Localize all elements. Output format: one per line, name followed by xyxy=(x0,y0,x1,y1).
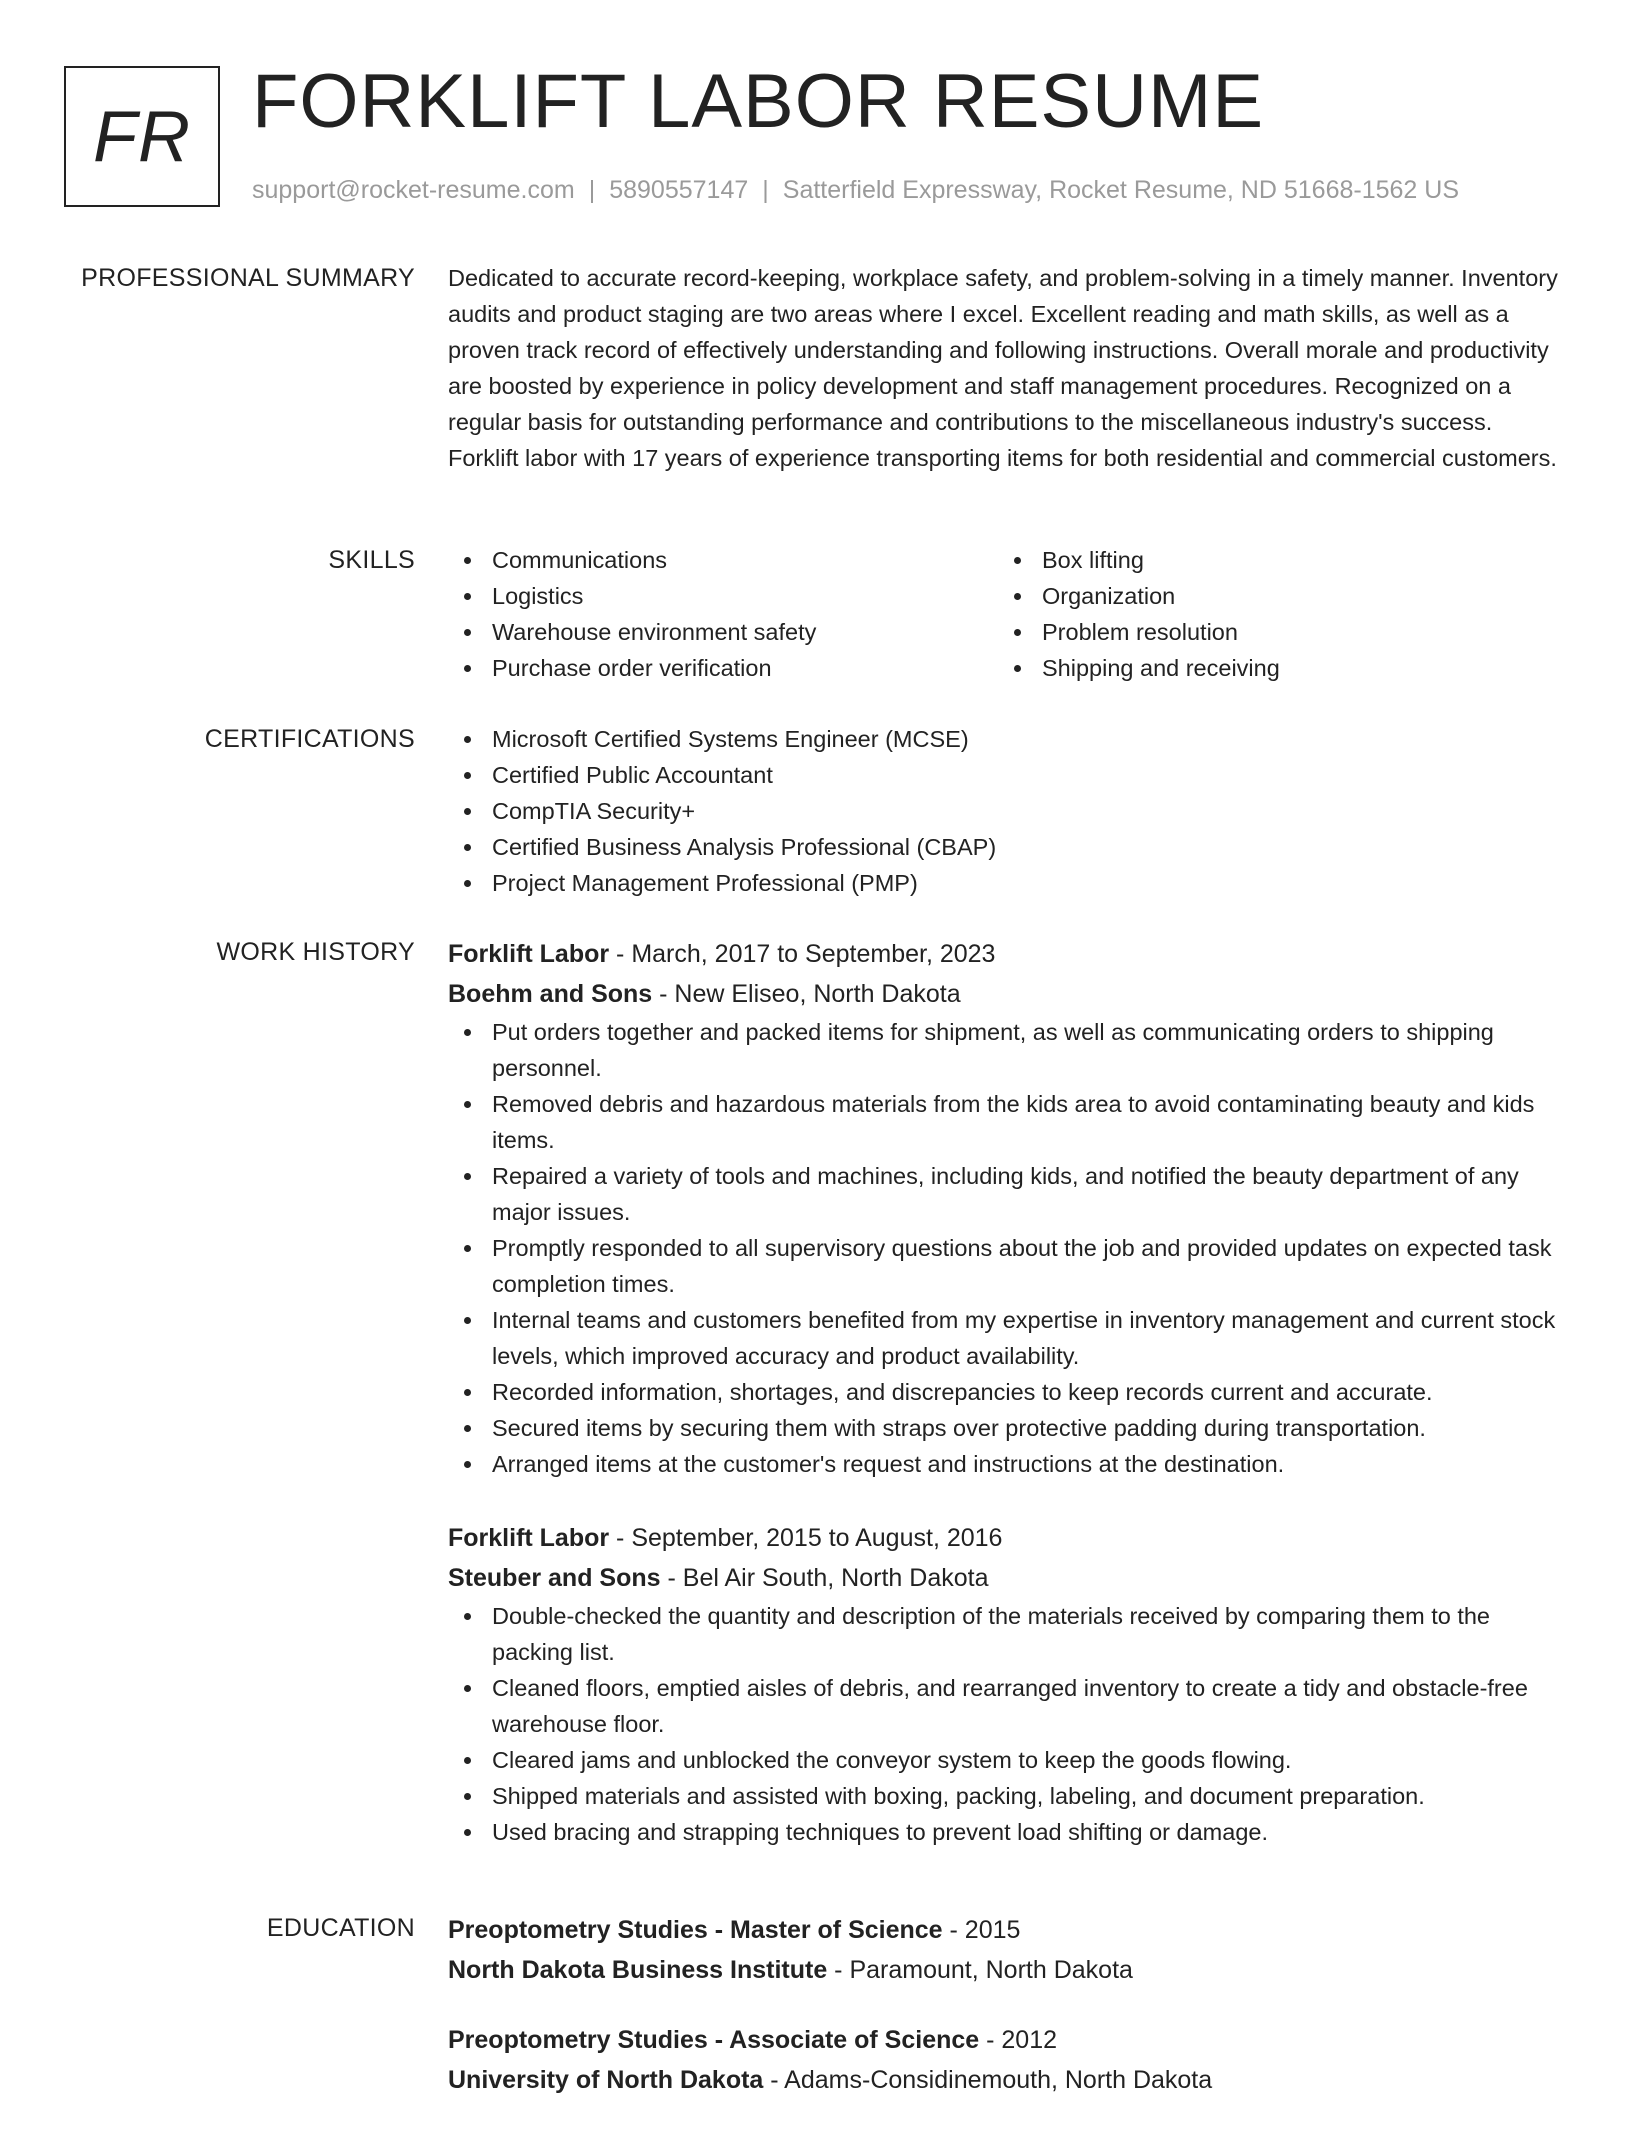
contact-phone: 5890557147 xyxy=(609,176,749,204)
certification-item: Certified Business Analysis Professional (CBAP) xyxy=(448,829,1568,865)
work-history-body xyxy=(448,934,1568,1886)
certification-item: Project Management Professional (PMP) xyxy=(448,865,1568,901)
skill-item: Problem resolution xyxy=(998,614,1548,650)
job-duty: Used bracing and strapping techniques to prevent load shifting or damage. xyxy=(448,1814,1568,1850)
job-entry xyxy=(448,1518,1568,1850)
job-duty: Cleared jams and unblocked the conveyor system to keep the goods flowing. xyxy=(448,1742,1568,1778)
certifications-body xyxy=(448,721,1568,901)
resume-title: FORKLIFT LABOR RESUME xyxy=(252,59,1265,144)
skill-item: Warehouse environment safety xyxy=(448,614,998,650)
job-title: Forklift Labor xyxy=(448,1524,610,1552)
section-label-education: EDUCATION xyxy=(266,1914,415,1942)
job-duty: Arranged items at the customer's request and instructions at the destination. xyxy=(448,1446,1568,1482)
education-year: - 2015 xyxy=(942,1916,1021,1944)
skill-item: Box lifting xyxy=(998,542,1548,578)
job-title-line xyxy=(448,934,1568,974)
contact-separator: | xyxy=(588,176,596,204)
section-label-certifications: CERTIFICATIONS xyxy=(204,725,415,753)
education-entry xyxy=(448,1910,1568,1990)
skill-item: Logistics xyxy=(448,578,998,614)
job-duty: Double-checked the quantity and description of the materials received by comparing them to the packing list. xyxy=(448,1598,1568,1670)
skills-body xyxy=(448,542,1568,686)
monogram-initials: FR xyxy=(93,96,191,177)
job-duty: Internal teams and customers benefited from my expertise in inventory management and current stock levels, which improved accuracy and product availability. xyxy=(448,1302,1568,1374)
contact-separator: | xyxy=(762,176,769,204)
education-body xyxy=(448,1910,1568,2130)
job-location: - New Eliseo, North Dakota xyxy=(652,980,961,1008)
skills-list-right xyxy=(998,542,1548,686)
job-location: - Bel Air South, North Dakota xyxy=(660,1564,989,1592)
education-degree-line xyxy=(448,1910,1568,1950)
contact-line xyxy=(252,174,1459,206)
certification-item: Certified Public Accountant xyxy=(448,757,1568,793)
section-label-work-history: WORK HISTORY xyxy=(216,938,415,966)
job-duty: Repaired a variety of tools and machines, including kids, and notified the beauty department of any major issues. xyxy=(448,1158,1568,1230)
education-school: University of North Dakota xyxy=(448,2066,764,2094)
education-degree: Preoptometry Studies - Master of Science xyxy=(448,1916,943,1944)
job-duty: Shipped materials and assisted with boxing, packing, labeling, and document preparation. xyxy=(448,1778,1568,1814)
contact-email: support@rocket-resume.com xyxy=(252,176,575,204)
education-school: North Dakota Business Institute xyxy=(448,1956,828,1984)
job-duty: Promptly responded to all supervisory questions about the job and provided updates on expected task completion times. xyxy=(448,1230,1568,1302)
skill-item: Organization xyxy=(998,578,1548,614)
section-label-summary: PROFESSIONAL SUMMARY xyxy=(81,264,415,292)
job-duties-list xyxy=(448,1598,1568,1850)
job-dates: - March, 2017 to September, 2023 xyxy=(609,940,996,968)
job-duties-list xyxy=(448,1014,1568,1482)
job-entry xyxy=(448,934,1568,1482)
certification-item: CompTIA Security+ xyxy=(448,793,1568,829)
education-location: - Adams-Considinemouth, North Dakota xyxy=(763,2066,1213,2094)
job-duty: Cleaned floors, emptied aisles of debris, and rearranged inventory to create a tidy and obstacle-free warehouse floor. xyxy=(448,1670,1568,1742)
summary-text: Dedicated to accurate record-keeping, workplace safety, and problem-solving in a timely manner. Inventory audits and product staging are two areas where I excel. Excellent reading and math skills, as well as a proven track record of effectively understanding and following instructions. Overall morale and productivity are boosted by experience in policy development and staff management procedures. Recognized on a regular basis for outstanding performance and contributions to the miscellaneous industry's success. Forklift labor with 17 years of experience transporting items for both residential and commercial customers. xyxy=(448,265,1558,471)
summary-body xyxy=(448,260,1568,476)
education-school-line xyxy=(448,2060,1568,2100)
job-company-line xyxy=(448,1558,1568,1598)
contact-address: Satterfield Expressway, Rocket Resume, ND 51668-1562 US xyxy=(782,176,1459,204)
education-entry xyxy=(448,2020,1568,2100)
skill-item: Shipping and receiving xyxy=(998,650,1548,686)
job-duty: Put orders together and packed items for shipment, as well as communicating orders to shipping personnel. xyxy=(448,1014,1568,1086)
education-location: - Paramount, North Dakota xyxy=(827,1956,1133,1984)
education-degree-line xyxy=(448,2020,1568,2060)
job-company-line xyxy=(448,974,1568,1014)
skills-list-left xyxy=(448,542,998,686)
job-duty: Recorded information, shortages, and discrepancies to keep records current and accurate. xyxy=(448,1374,1568,1410)
skill-item: Communications xyxy=(448,542,998,578)
job-title: Forklift Labor xyxy=(448,940,610,968)
job-title-line xyxy=(448,1518,1568,1558)
education-degree: Preoptometry Studies - Associate of Science xyxy=(448,2026,980,2054)
education-school-line xyxy=(448,1950,1568,1990)
monogram-box xyxy=(64,66,220,207)
skill-item: Purchase order verification xyxy=(448,650,998,686)
job-company: Boehm and Sons xyxy=(448,980,653,1008)
certifications-list xyxy=(448,721,1568,901)
section-label-skills: SKILLS xyxy=(328,546,415,574)
education-year: - 2012 xyxy=(979,2026,1058,2054)
job-company: Steuber and Sons xyxy=(448,1564,661,1592)
certification-item: Microsoft Certified Systems Engineer (MCSE) xyxy=(448,721,1568,757)
job-duty: Secured items by securing them with straps over protective padding during transportation. xyxy=(448,1410,1568,1446)
job-dates: - September, 2015 to August, 2016 xyxy=(609,1524,1003,1552)
job-duty: Removed debris and hazardous materials from the kids area to avoid contaminating beauty and kids items. xyxy=(448,1086,1568,1158)
